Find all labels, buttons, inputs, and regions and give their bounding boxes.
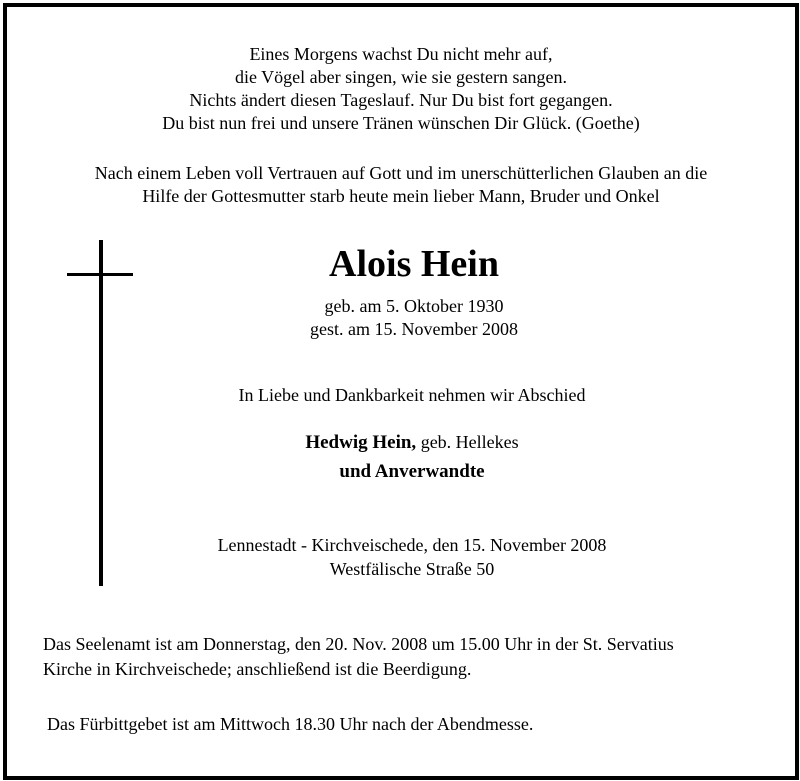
other-mourners: und Anverwandte (339, 461, 485, 482)
deceased-name: Alois Hein (329, 243, 499, 285)
primary-mourner-maiden-name: geb. Hellekes (416, 432, 519, 452)
place-date: Lennestadt - Kirchveischede, den 15. November 2008 (217, 535, 607, 555)
cross-icon-bar (67, 273, 133, 276)
primary-mourner (257, 431, 567, 454)
intro-line: Nach einem Leben voll Vertrauen auf Gott und im unerschütterlichen Glauben an die (94, 163, 708, 183)
prayer-info: Das Fürbittgebet ist am Mittwoch 18.30 Uhr nach der Abendmesse. (47, 714, 534, 734)
service-line: Das Seelenamt ist am Donnerstag, den 20. Nov. 2008 um 15.00 Uhr in der St. Servatius (43, 634, 674, 654)
poem-line: Du bist nun frei und unsere Tränen wünschen Dir Glück. (Goethe) (162, 113, 640, 133)
intro-line: Hilfe der Gottesmutter starb heute mein lieber Mann, Bruder und Onkel (142, 186, 660, 206)
farewell-text: In Liebe und Dankbarkeit nehmen wir Abschied (238, 385, 586, 405)
primary-mourner-name: Hedwig Hein, (305, 432, 417, 453)
cross-icon (99, 240, 103, 586)
death-date: gest. am 15. November 2008 (310, 319, 518, 339)
service-line: Kirche in Kirchveischede; anschließend ist die Beerdigung. (43, 659, 472, 679)
address: Westfälische Straße 50 (329, 559, 495, 579)
poem-line: Nichts ändert diesen Tageslauf. Nur Du bist fort gegangen. (189, 90, 613, 110)
obituary-notice (3, 3, 799, 780)
birth-date: geb. am 5. Oktober 1930 (324, 296, 504, 316)
poem-line: die Vögel aber singen, wie sie gestern sangen. (234, 67, 568, 87)
poem-line: Eines Morgens wachst Du nicht mehr auf, (249, 44, 553, 64)
